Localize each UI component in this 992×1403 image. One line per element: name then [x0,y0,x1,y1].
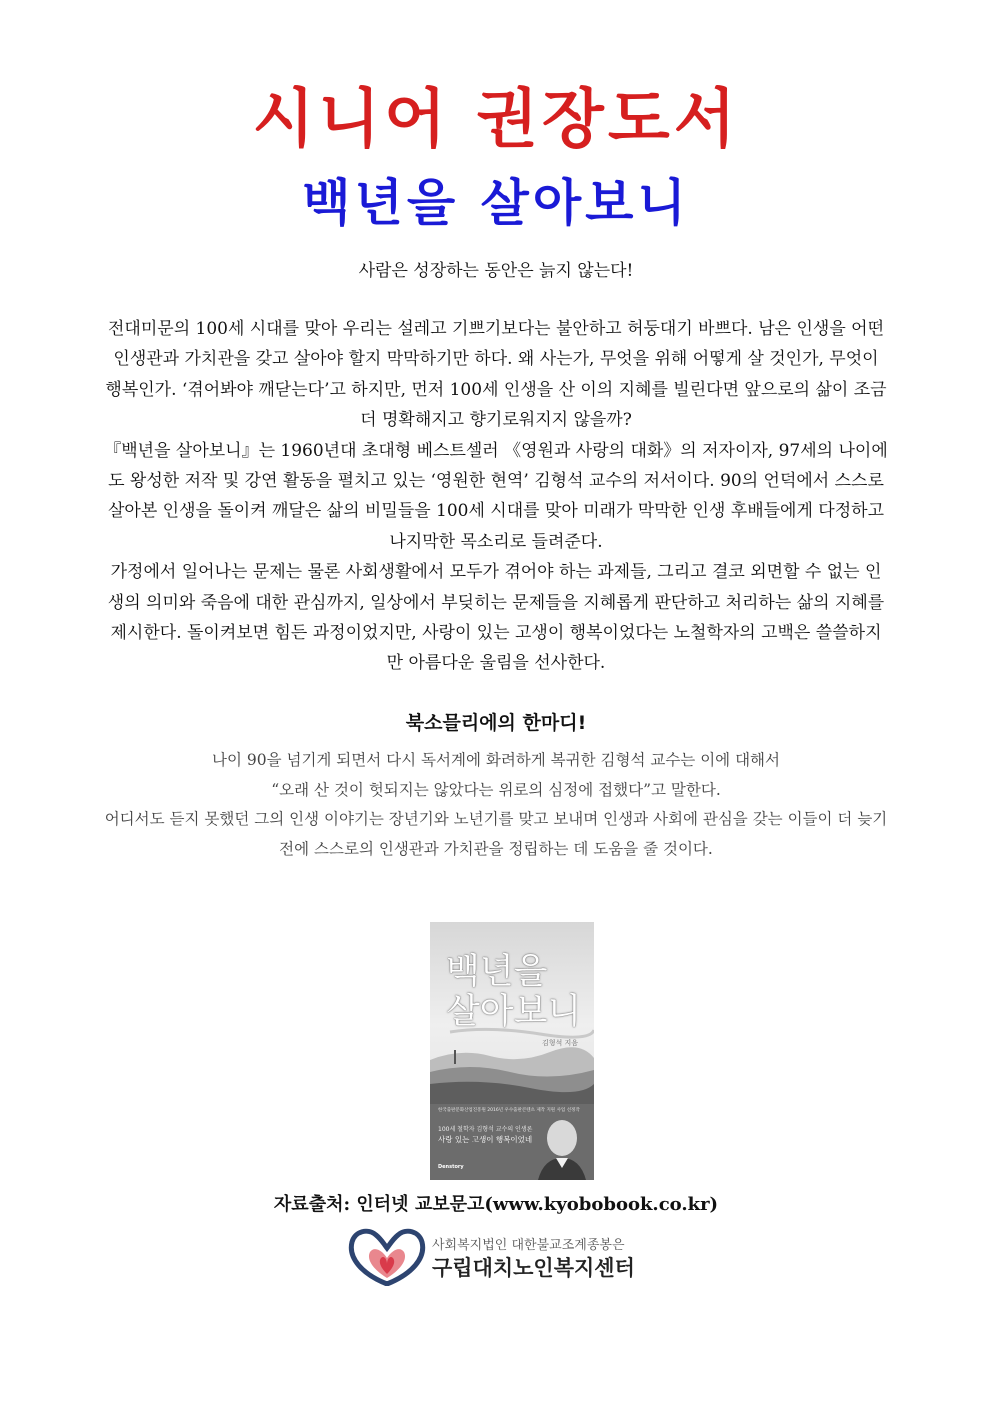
description-paragraph-2: 『백년을 살아보니』는 1960년대 초대형 베스트셀러 《영원과 사랑의 대화》의 저자이자, 97세의 나이에도 왕성한 저작 및 강연 활동을 펼치고 있는 ‘영원한 현역’ 김형석 교수의 저서이다. 90의 언덕에서 스스로 살아본 인생을 돌이켜 깨달은 삶의 비밀들을 100세 시대를 맞아 미래가 막막한 인생 후배들에게 다정하고 나지막한 목소리로 들려준다. [104,440,888,552]
sommelier-line-3: 어디서도 듣지 못했던 그의 인생 이야기는 장년기와 노년기를 맞고 보내며 인생과 사회에 관심을 갖는 이들이 더 늦기 전에 스스로의 인생관과 가치관을 정립하는 데 도움을 줄 것이다. [104,810,888,858]
cover-tagline-1: 100세 철학자 김형석 교수의 인생론 [438,1126,533,1133]
cover-band [430,1104,594,1180]
book-cover-image [430,922,594,1180]
cover-tagline-2: 사랑 있는 고생이 행복이었네 [438,1135,533,1144]
logo-center-name: 구립대치노인복지센터 [432,1256,635,1280]
sommelier-comment [100,746,892,864]
book-title: 백년을 살아보니 [302,174,690,232]
page-title: 시니어 권장도서 [252,83,740,157]
sommelier-heading: 북소믈리에의 한마디! [405,712,587,734]
description-paragraph-1: 전대미문의 100세 시대를 맞아 우리는 설레고 기쁘기보다는 불안하고 허둥대기 바쁘다. 남은 인생을 어떤 인생관과 가치관을 갖고 살아야 할지 막막하기만 하다. 왜 사는가, 무엇을 위해 어떻게 살 것인가, 무엇이 행복인가. ‘겪어봐야 깨닫는다’고 하지만, 먼저 100세 인생을 산 이의 지혜를 빌린다면 앞으로의 삶이 조금 더 명확해지고 향기로워지지 않을까? [105,319,887,431]
logo-organization: 사회복지법인 대한불교조계종봉은 [432,1238,625,1253]
cover-title [446,952,586,1032]
cover-publisher: Denstory [438,1164,464,1170]
cover-award-text: 한국출판문화산업진흥원 2016년 우수출판콘텐츠 제작 지원 사업 선정작 [438,1108,580,1113]
sommelier-line-1: 나이 90을 넘기게 되면서 다시 독서계에 화려하게 복귀한 김형석 교수는 이에 대해서 [211,751,781,769]
cover-title-line-1: 백년을 [446,952,548,992]
source-credit: 자료출처: 인터넷 교보문고(www.kyobobook.co.kr) [273,1194,719,1215]
book-description [104,314,888,679]
cover-title-line-2: 살아보니 [446,992,582,1032]
lotus-heart-icon [344,1226,430,1286]
author-portrait-icon [534,1112,590,1180]
cover-author: 김형석 지음 [541,1039,578,1047]
description-paragraph-3: 가정에서 일어나는 문제는 물론 사회생활에서 모두가 겪어야 하는 과제들, 그리고 결코 외면할 수 없는 인생의 의미와 죽음에 대한 관심까지, 일상에서 부딪히는 문제들을 지혜롭게 판단하고 처리하는 삶의 지혜를 제시한다. 돌이켜보면 힘든 과정이었지만, 사랑이 있는 고생이 행복이었다는 노철학자의 고백은 쓸쓸하지만 아름다운 울림을 선사한다. [107,562,885,674]
center-logo [344,1226,664,1286]
tagline: 사람은 성장하는 동안은 늙지 않는다! [358,261,634,281]
sommelier-line-2: “오래 산 것이 헛되지는 않았다는 위로의 심정에 접했다”고 말한다. [271,780,721,799]
